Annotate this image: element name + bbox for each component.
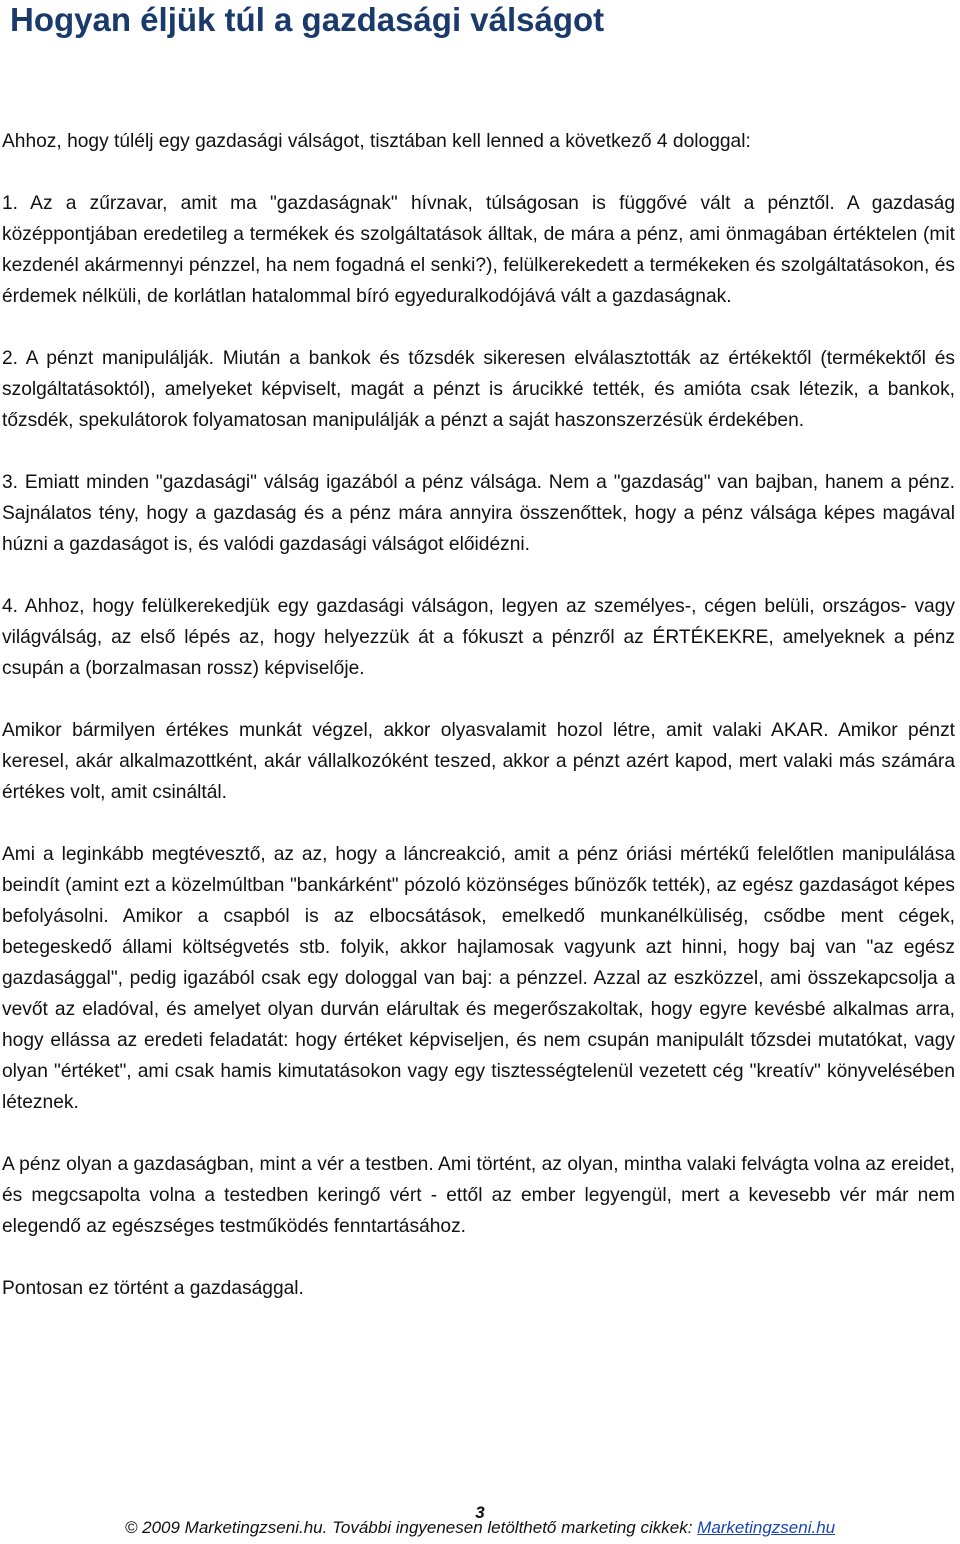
footer-website-link[interactable]: Marketingzseni.hu bbox=[697, 1518, 836, 1537]
footer-copyright-text: © 2009 Marketingzseni.hu. További ingyenesen letölthető marketing cikkek: bbox=[124, 1518, 698, 1537]
point-2-paragraph: 2. A pénzt manipulálják. Miután a bankok és tőzsdék sikeresen elválasztották az értékektől (termékektől és szolgáltatásoktól), amelyeket képviselt, magát a pénzt is árucikké tették, és amióta csak létezik, a bankok, tőzsdék, spekulátorok folyamatosan manipulálják a pénzt a saját haszonszerzésük érdekében. bbox=[2, 348, 955, 431]
point-1-paragraph: 1. Az a zűrzavar, amit ma "gazdaságnak" hívnak, túlságosan is függővé vált a pénztől. A gazdaság középpontjában eredetileg a termékek és szolgáltatások álltak, de mára a pénz, ami önmagában értéktelen (mit kezdenél akármennyi pénzzel, ha nem fogadná el senki?), felülkerekedett a termékeken és szolgáltatásokon, és érdemek nélküli, de korlátlan hatalommal bíró egyeduralkodójává vált a gazdaságnak. bbox=[2, 193, 955, 307]
chain-reaction-paragraph: Ami a leginkább megtévesztő, az az, hogy a láncreakció, amit a pénz óriási mértékű felelőtlen manipulálása beindít (amint ezt a közelmúltban "bankárként" pózoló közönséges bűnözők tették), az egész gazdaságot képes befolyásolni. Amikor a csapból is az elbocsátások, emelkedő munkanélküliség, csődbe ment cégek, betegeskedő állami költségvetés stb. folyik, akkor hajlamosak vagyunk azt hinni, hogy baj van "az egész gazdasággal", pedig igazából csak egy dologgal van baj: a pénzzel. Azzal az eszközzel, ami összekapcsolja a vevőt az eladóval, és amelyet olyan durván elárultak és megerőszakoltak, hogy egyre kevésbé alkalmas arra, hogy ellássa az eredeti feladatát: hogy értéket képviseljen, és nem csupán manipulált tőzsdei mutatókat, vagy olyan "értéket", ami csak hamis kimutatásokon vagy egy tisztességtelenül vezetett cég "kreatív" könyvelésében léteznek. bbox=[2, 844, 955, 1113]
document-body bbox=[2, 126, 955, 1335]
point-3-paragraph: 3. Emiatt minden "gazdasági" válság igazából a pénz válsága. Nem a "gazdaság" van bajban, hanem a pénz. Sajnálatos tény, hogy a gazdaság és a pénz mára annyira összenőttek, hogy a pénz válsága képes magával húzni a gazdaságot is, és valódi gazdasági válságot előidézni. bbox=[2, 472, 955, 555]
page-number: 3 bbox=[475, 1503, 485, 1522]
document-title: Hogyan éljük túl a gazdasági válságot bbox=[10, 1, 605, 38]
page-footer bbox=[0, 1516, 960, 1540]
value-work-paragraph: Amikor bármilyen értékes munkát végzel, akkor olyasvalamit hozol létre, amit valaki AKAR. Amikor pénzt keresel, akár alkalmazottként, akár vállalkozóként teszed, akkor a pénzt azért kapod, mert valaki más számára értékes volt, amit csináltál. bbox=[2, 720, 955, 803]
blood-analogy-paragraph: A pénz olyan a gazdaságban, mint a vér a testben. Ami történt, az olyan, mintha valaki felvágta volna az ereidet, és megcsapolta volna a testedben keringő vért - ettől az ember legyengül, mert a kevesebb vér már nem elegendő az egészséges testműködés fenntartásához. bbox=[2, 1154, 955, 1237]
closing-paragraph: Pontosan ez történt a gazdasággal. bbox=[2, 1278, 304, 1299]
intro-paragraph: Ahhoz, hogy túlélj egy gazdasági válságot, tisztában kell lenned a következő 4 dologgal: bbox=[2, 131, 751, 152]
point-4-paragraph: 4. Ahhoz, hogy felülkerekedjük egy gazdasági válságon, legyen az személyes-, cégen belüli, országos- vagy világválság, az első lépés az, hogy helyezzük át a fókuszt a pénzről az ÉRTÉKEKRE, amelyeknek a pénz csupán a (borzalmasan rossz) képviselője. bbox=[2, 596, 955, 679]
